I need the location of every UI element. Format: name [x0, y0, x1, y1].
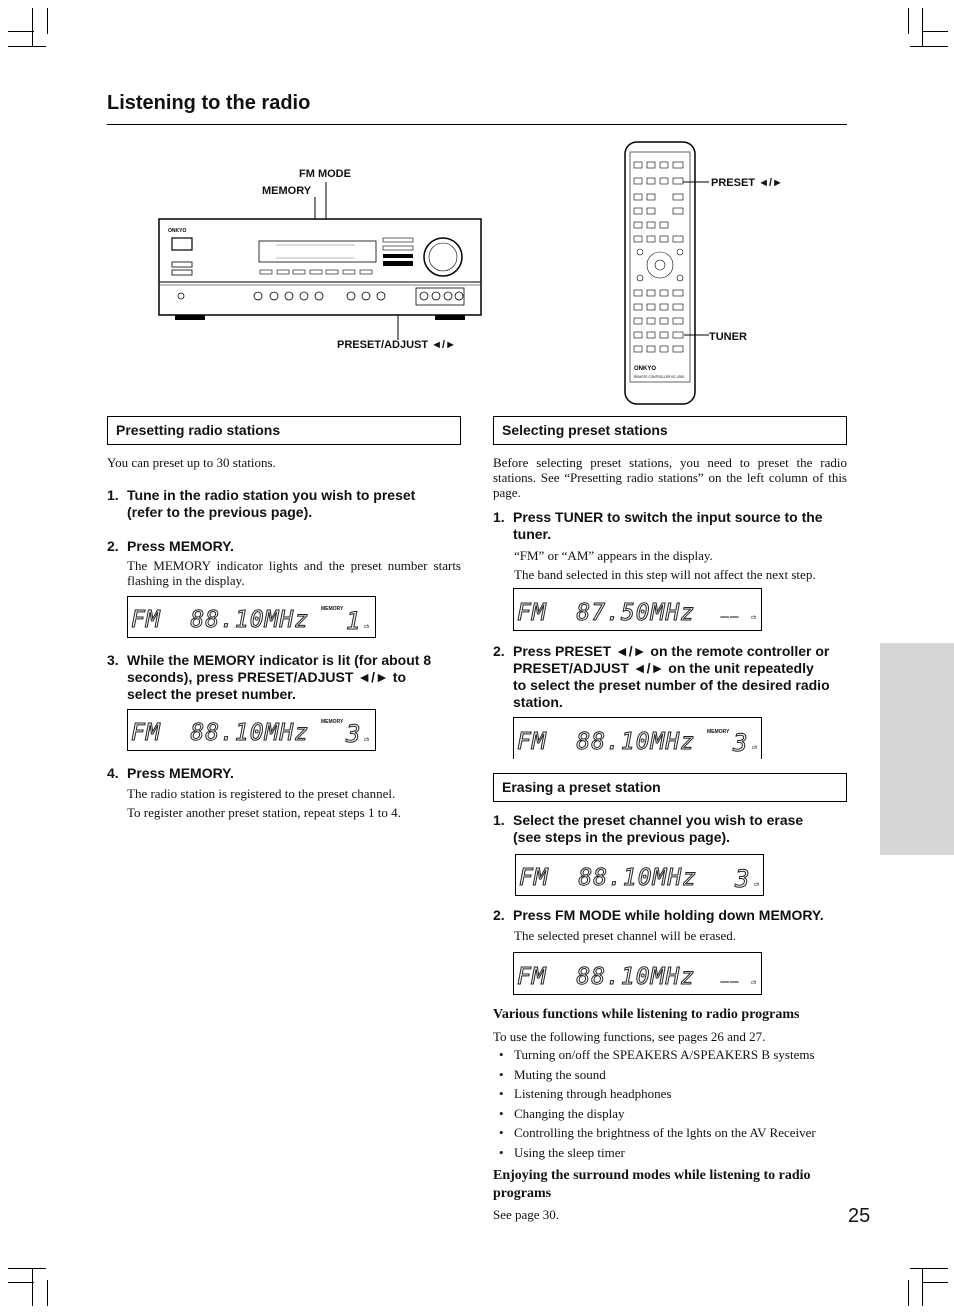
tuner-label: TUNER [709, 331, 747, 343]
erasing-step-1: 1. Select the preset channel you wish to erase (see steps in the previous page). [493, 812, 804, 845]
list-item: • Turning on/off the SPEAKERS A/SPEAKERS B systems [493, 1047, 816, 1067]
memory-label: MEMORY [262, 185, 312, 197]
presetting-heading: Presetting radio stations [107, 416, 461, 445]
selecting-intro: Before selecting preset stations, you need to preset the radio stations. See “Presetting radio stations” on the left column of this page. [493, 455, 847, 500]
remote-controller [620, 138, 730, 408]
display-panel-preset-3: MEMORY FM 88.10MHz 3 ch [513, 717, 762, 759]
receiver-front-panel [150, 175, 490, 355]
display-panel-erase-before: FM 88.10MHz 3 ch [515, 854, 764, 896]
various-list [493, 1047, 816, 1164]
remote-model: REMOTE CONTROLLER RC-476S [634, 375, 685, 379]
erasing-heading: Erasing a preset station [493, 773, 847, 802]
list-item: • Listening through headphones [493, 1086, 816, 1106]
fm-mode-label: FM MODE [299, 168, 351, 180]
presetting-step-4-desc-1: The radio station is registered to the preset channel. [127, 786, 396, 801]
list-item: • Controlling the brightness of the lghts on the AV Receiver [493, 1125, 816, 1145]
selecting-step-2: 2. Press PRESET ◄/► on the remote controller or PRESET/ADJUST ◄/► on the unit repeatedly to select the preset number of the desired radio station. [493, 643, 830, 710]
various-intro: To use the following functions, see pages 26 and 27. [493, 1029, 766, 1044]
presetting-step-4-desc-2: To register another preset station, repeat steps 1 to 4. [127, 805, 401, 820]
presetting-step-4: 4. Press MEMORY. [107, 765, 234, 781]
section-tab [880, 643, 954, 855]
surround-heading: Enjoying the surround modes while listening to radio programs [493, 1168, 811, 1201]
list-item: • Using the sleep timer [493, 1145, 816, 1165]
preset-label: PRESET ◄/► [711, 177, 783, 189]
preset-adjust-label: PRESET/ADJUST ◄/► [337, 339, 456, 351]
display-panel-tuner: FM 87.50MHz ----- ----- ch [513, 588, 762, 631]
selecting-heading: Selecting preset stations [493, 416, 847, 445]
presetting-step-2-desc: The MEMORY indicator lights and the preset number starts flashing in the display. [127, 558, 461, 588]
title-rule [107, 124, 847, 125]
surround-text: See page 30. [493, 1207, 560, 1222]
page-number: 25 [848, 1205, 871, 1227]
svg-text:ONKYO: ONKYO [168, 228, 187, 234]
erasing-step-2-desc: The selected preset channel will be erased. [514, 928, 736, 943]
presetting-intro: You can preset up to 30 stations. [107, 455, 276, 470]
remote-brand: ONKYO [634, 366, 657, 372]
various-heading: Various functions while listening to radio programs [493, 1007, 800, 1022]
presetting-step-2: 2. Press MEMORY. [107, 538, 234, 554]
page-title: Listening to the radio [107, 92, 311, 114]
display-panel-memory-3: MEMORY FM 88.10MHz 3 ch [127, 709, 376, 751]
list-item: • Changing the display [493, 1106, 816, 1126]
display-panel-memory-1: MEMORY FM 88.10MHz 1 ch [127, 596, 376, 638]
selecting-step-1-desc-1: “FM” or “AM” appears in the display. [514, 548, 713, 563]
selecting-step-1: 1. Press TUNER to switch the input source to the tuner. [493, 509, 823, 542]
selecting-step-1-desc-2: The band selected in this step will not affect the next step. [514, 567, 816, 582]
presetting-step-3: 3. While the MEMORY indicator is lit (for about 8 seconds), press PRESET/ADJUST ◄/► to select the preset number. [107, 652, 432, 702]
presetting-step-1: 1. Tune in the radio station you wish to preset (refer to the previous page). [107, 487, 416, 520]
erasing-step-2: 2. Press FM MODE while holding down MEMORY. [493, 907, 824, 923]
display-panel-erase-after: FM 88.10MHz ----- ----- ch [513, 952, 762, 995]
list-item: • Muting the sound [493, 1067, 816, 1087]
